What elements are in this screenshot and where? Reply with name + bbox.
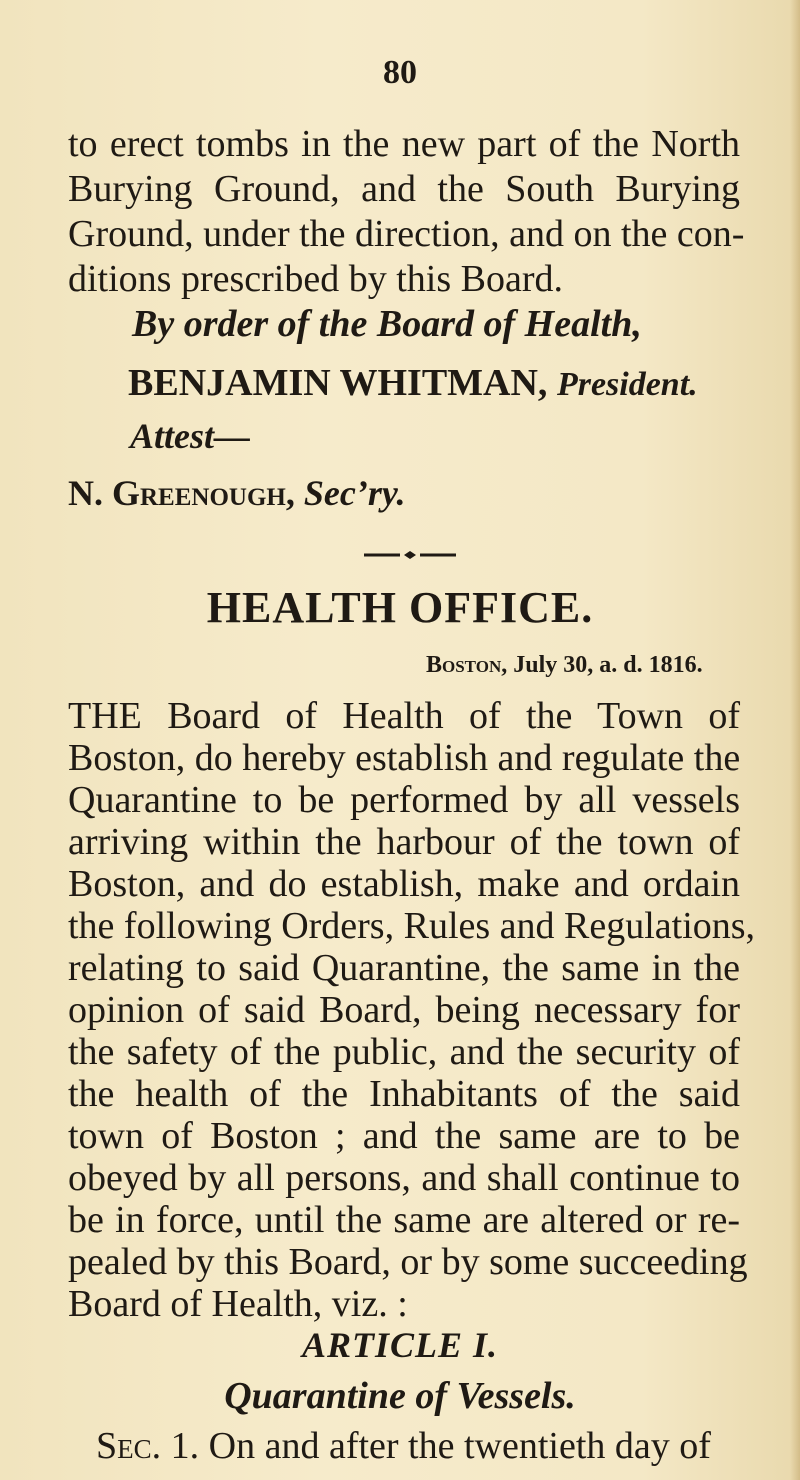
- dateline-place: Boston,: [426, 652, 508, 678]
- attest-line: Attest—: [130, 416, 251, 456]
- dateline-date: July 30, a. d. 1816.: [513, 652, 703, 678]
- text-line: Burying Ground, and the South Burying: [68, 168, 740, 210]
- page-number: 80: [383, 54, 417, 91]
- section-text: On and after the twentieth day of: [208, 1425, 711, 1467]
- text-line: the safety of the public, and the security of: [68, 1031, 740, 1073]
- section-line: [96, 1424, 740, 1468]
- text-line: ditions prescribed by this Board.: [68, 258, 563, 300]
- secretary-name: Greenough,: [112, 473, 295, 513]
- article-heading: ARTICLE I.: [301, 1325, 499, 1365]
- president-name: BENJAMIN WHITMAN,: [128, 362, 548, 404]
- text-line: be in force, until the same are altered or re-: [68, 1199, 740, 1241]
- page-edge-shadow: [790, 0, 800, 1480]
- text-line: THE Board of Health of the Town of: [68, 695, 740, 737]
- section-heading: HEALTH OFFICE.: [206, 583, 594, 632]
- text-line: arriving within the harbour of the town of: [68, 821, 740, 863]
- text-line: Boston, and do establish, make and ordain: [68, 863, 740, 905]
- ornamental-divider: [360, 550, 460, 560]
- text-line: Ground, under the direction, and on the con-: [68, 213, 745, 255]
- president-title: President.: [556, 366, 698, 403]
- text-line: Board of Health, viz. :: [68, 1283, 408, 1325]
- text-line: opinion of said Board, being necessary for: [68, 989, 740, 1031]
- text-line: obeyed by all persons, and shall continue to: [68, 1157, 740, 1199]
- text-line: the following Orders, Rules and Regulations,: [68, 905, 756, 947]
- secretary-initial: N.: [68, 473, 103, 513]
- text-line: pealed by this Board, or by some succeeding: [68, 1241, 748, 1283]
- text-line: town of Boston ; and the same are to be: [68, 1115, 740, 1157]
- text-line: Boston, do hereby establish and regulate the: [68, 737, 741, 779]
- president-line: [128, 361, 698, 405]
- order-line: By order of the Board of Health,: [132, 303, 642, 345]
- article-subheading: Quarantine of Vessels.: [224, 1375, 576, 1417]
- section-label: Sec. 1.: [96, 1425, 200, 1467]
- text-line: to erect tombs in the new part of the North: [68, 123, 740, 165]
- secretary-title: Sec’ry.: [303, 473, 406, 513]
- dateline: [426, 652, 703, 679]
- text-line: relating to said Quarantine, the same in the: [68, 947, 740, 989]
- secretary-line: [68, 472, 405, 514]
- text-line: the health of the Inhabitants of the said: [68, 1073, 740, 1115]
- text-line: Quarantine to be performed by all vessels: [68, 779, 740, 821]
